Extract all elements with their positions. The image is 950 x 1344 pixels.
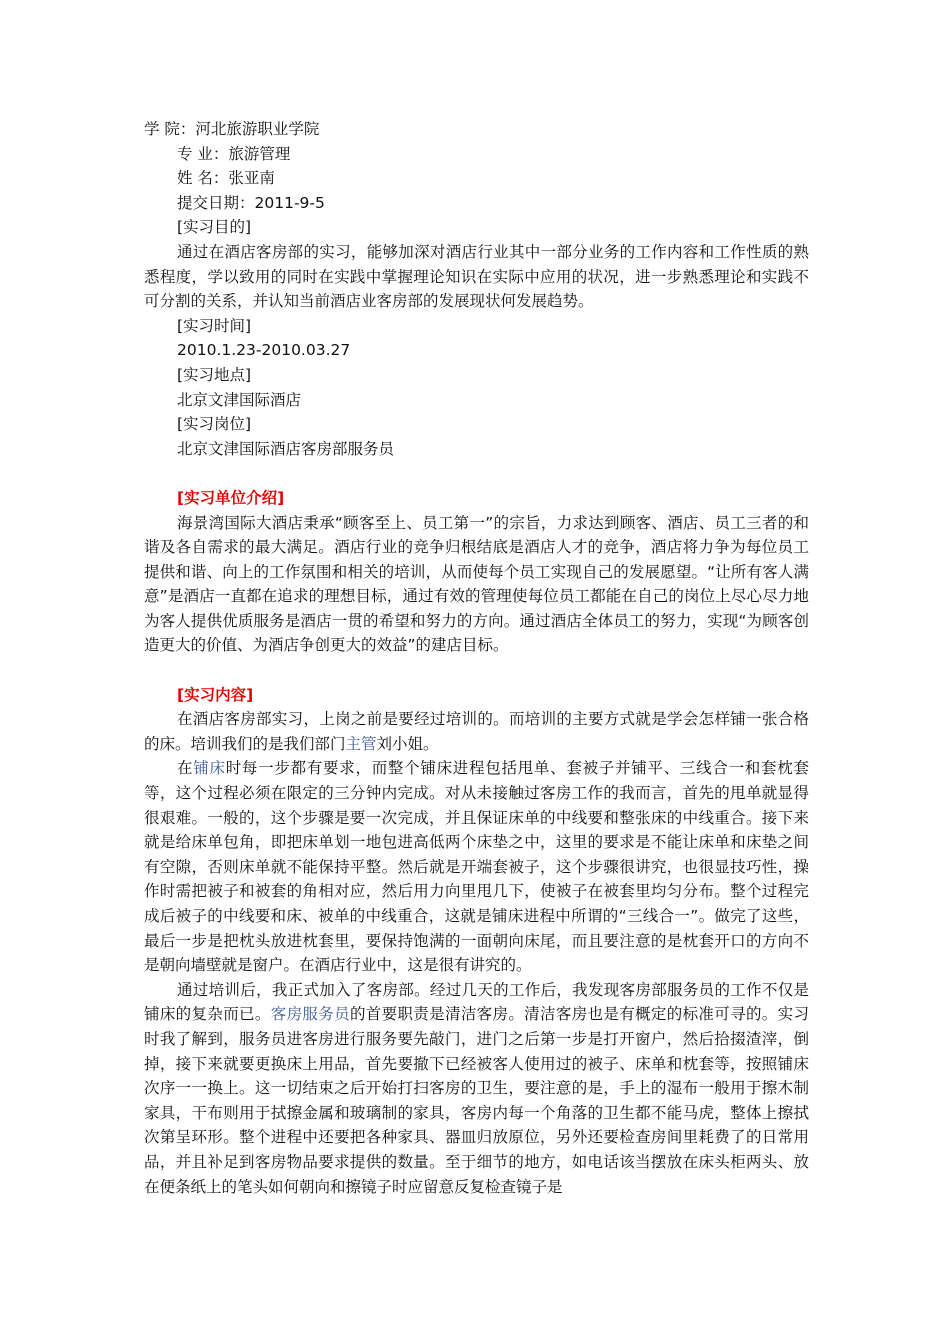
time-label: [实习时间] [177,316,252,335]
content-p2-text-a: 在 [177,759,194,778]
name-line: 姓 名：张亚南 [177,169,275,188]
make-bed-link[interactable]: 铺床 [193,759,226,778]
place-value: 北京文津国际酒店 [177,390,302,409]
college-line: 学 院：河北旅游职业学院 [144,120,320,138]
time-value: 2010.1.23-2010.03.27 [177,341,351,360]
supervisor-link[interactable]: 主管 [345,734,377,753]
content-heading: [实习内容] [177,685,254,704]
place-label: [实习地点] [177,365,252,384]
content-paragraph-1 [144,707,809,756]
room-attendant-link[interactable]: 客房服务员 [270,1005,350,1024]
post-value: 北京文津国际酒店客房部服务员 [177,439,395,458]
date-line: 提交日期：2011-9-5 [177,193,325,212]
unit-text: 海景湾国际大酒店秉承“顾客至上、员工第一”的宗旨，力求达到顾客、酒店、员工三者的和谐及各自需求的最大满足。酒店行业的竞争归根结底是酒店人才的竞争，酒店将力争为每位员工提供和谐、向上的工作氛围和相关的培训，从而使每个员工实现自己的发展愿望。“让所有客人满意”是酒店一直都在追求的理想目标，通过有效的管理使每位员工都能在自己的岗位上尽心尽力地为客人提供优质服务是酒店一贯的希望和努力的方向。通过酒店全体员工的努力，实现“为顾客创造更大的价值、为酒店争创更大的效益”的建店目标。 [144,513,809,655]
purpose-label: [实习目的] [177,218,252,237]
post-label: [实习岗位] [177,415,252,434]
content-paragraph-3 [144,978,809,1199]
major-line: 专 业：旅游管理 [177,144,291,163]
content-p2-text-b: 时每一步都有要求，而整个铺床进程包括甩单、套被子并铺平、三线合一和套枕套等，这个过程必须在限定的三分钟内完成。对从未接触过客房工作的我而言，首先的甩单就显得很艰难。一般的，这个步骤是要一次完成，并且保证床单的中线要和整张床的中线重合。接下来就是给床单包角，即把床单划一地包进高低两个床垫之中，这里的要求是不能让床单和床垫之间有空隙，否则床单就不能保持平整。然后就是开端套被子，这个步骤很讲究，也很显技巧性，操作时需把被子和被套的角相对应，然后用力向里甩几下，使被子在被套里均匀分布。整个过程完成后被子的中线要和床、被单的中线重合，这就是铺床进程中所谓的“三线合一”。做完了这些，最后一步是把枕头放进枕套里，要保持饱满的一面朝向床尾，而且要注意的是枕套开口的方向不是朝向墙壁就是窗户。在酒店行业中，这是很有讲究的。 [144,759,809,975]
content-paragraph-2 [144,756,809,977]
content-p1-text-b: 刘小姐。 [376,734,439,753]
document-page [144,117,809,1199]
purpose-text: 通过在酒店客房部的实习，能够加深对酒店行业其中一部分业务的工作内容和工作性质的熟悉程度，学以致用的同时在实践中掌握理论知识在实际中应用的状况，进一步熟悉理论和实践不可分割的关系，并认知当前酒店业客房部的发展现状何发展趋势。 [144,242,809,311]
unit-heading: [实习单位介绍] [177,488,285,507]
content-p1-text-a: 在酒店客房部实习，上岗之前是要经过培训的。而培训的主要方式就是学会怎样铺一张合格的床。培训我们的是我们部门 [144,710,809,753]
content-p3-text-b: 的首要职责是清洁客房。清洁客房也是有概定的标准可寻的。实习时我了解到，服务员进客房进行服务要先敲门，进门之后第一步是打开窗户，然后拾掇渣滓，倒掉，接下来就要更换床上用品，首先要撤下已经被客人使用过的被子、床单和枕套等，按照铺床次序一一换上。这一切结束之后开始打扫客房的卫生，要注意的是，手上的湿布一般用于擦木制家具，干布则用于拭擦金属和玻璃制的家具，客房内每一个角落的卫生都不能马虎，整体上擦拭次第呈环形。整个进程中还要把各种家具、器皿归放原位，另外还要检查房间里耗费了的日常用品，并且补足到客房物品要求提供的数量。至于细节的地方，如电话该当摆放在床头柜两头、放在便条纸上的笔头如何朝向和擦镜子时应留意反复检查镜子是 [144,1005,809,1196]
content-p3-text-a: 通过培训后，我正式加入了客房部。经过几天的工作后，我发现客房部服务员的工作不仅是铺床的复杂而已。 [144,980,809,1024]
